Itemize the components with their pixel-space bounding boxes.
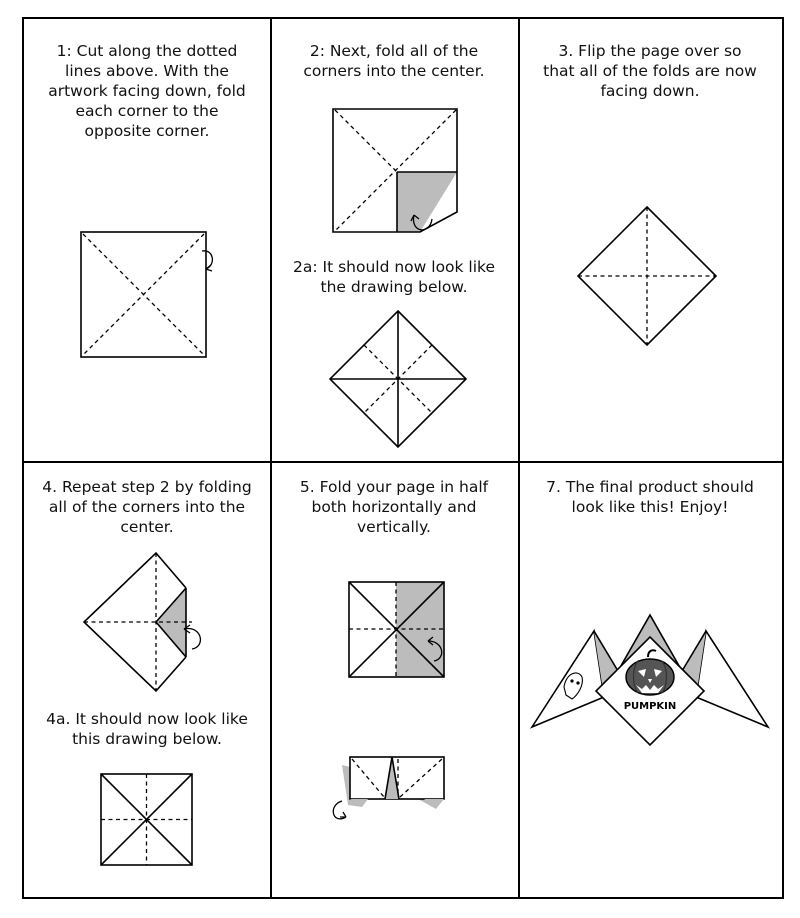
step-3-diagram bbox=[576, 205, 718, 347]
pumpkin-label: PUMPKIN bbox=[623, 701, 677, 712]
step-4a-text: 4a. It should now look like this drawing below. bbox=[46, 710, 248, 748]
left-wing bbox=[532, 631, 604, 727]
step-1-diagram bbox=[80, 231, 210, 361]
step-7-cell bbox=[518, 463, 782, 897]
step-4-cell bbox=[24, 463, 270, 897]
step-1-cell bbox=[24, 19, 270, 461]
step-2a-diagram bbox=[328, 309, 468, 449]
step-2-text: 2: Next, fold all of the corners into the center. bbox=[303, 42, 485, 80]
step-2-diagram bbox=[332, 107, 462, 237]
step-5-text: 5. Fold your page in half both horizontally and vertically. bbox=[299, 478, 489, 536]
step-3-cell bbox=[518, 19, 782, 461]
right-wing bbox=[696, 631, 768, 727]
step-5-diagram bbox=[348, 581, 448, 681]
step-5-cell bbox=[270, 463, 518, 897]
step-4-text: 4. Repeat step 2 by folding all of the corners into the center. bbox=[42, 478, 252, 536]
fold-arrow-icon bbox=[202, 251, 212, 269]
step-7-text: 7. The final product should look like this! Enjoy! bbox=[546, 478, 754, 516]
final-product-diagram bbox=[532, 607, 768, 759]
step-2a-text: 2a: It should now look like the drawing below. bbox=[292, 258, 496, 296]
step-1-text: 1: Cut along the dotted lines above. With the artwork facing down, fold each corner to the opposite corner. bbox=[48, 42, 246, 140]
step-5-folded-diagram bbox=[328, 753, 458, 833]
step-4-diagram bbox=[82, 551, 222, 691]
step-2-cell bbox=[270, 19, 518, 461]
fold-arrow-icon bbox=[333, 801, 346, 819]
step-4a-diagram bbox=[100, 773, 194, 867]
step-3-text: 3. Flip the page over so that all of the folds are now facing down. bbox=[543, 42, 757, 100]
